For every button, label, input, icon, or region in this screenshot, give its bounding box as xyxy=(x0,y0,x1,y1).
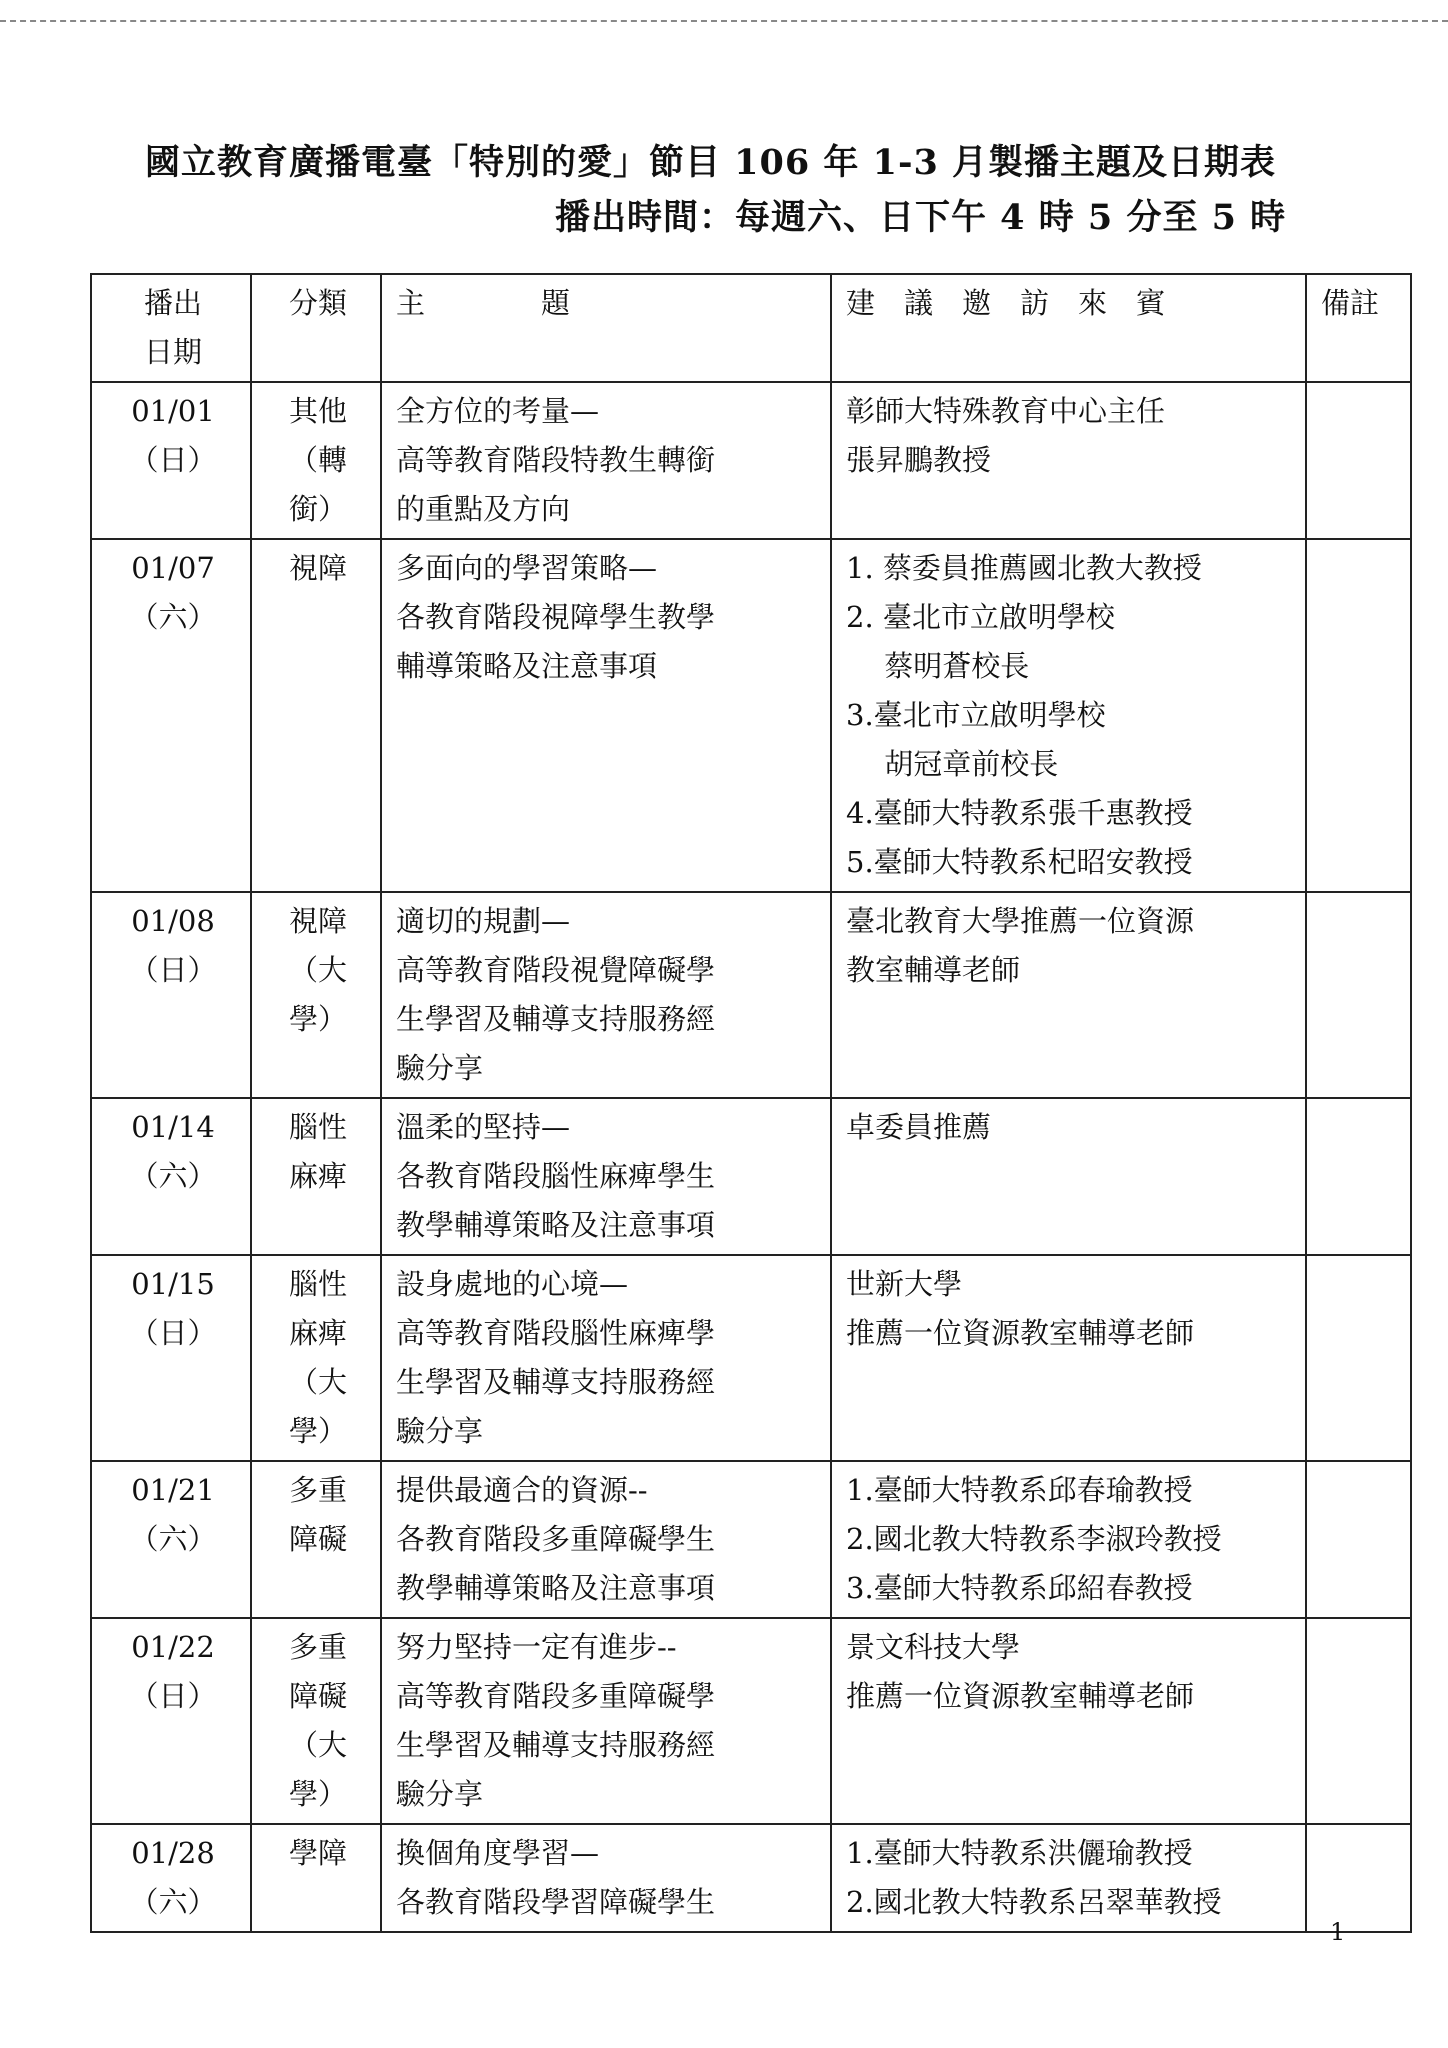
category-cell-line: 腦性 xyxy=(288,1267,347,1301)
topic-cell-line: 高等教育階段多重障礙學 xyxy=(396,1679,716,1713)
table-row xyxy=(91,1255,1411,1461)
notes-cell xyxy=(1306,1461,1411,1618)
guests-cell-line: 卓委員推薦 xyxy=(846,1110,992,1144)
category-cell-line: 其他 xyxy=(288,394,347,428)
date-cell xyxy=(91,1618,251,1824)
date-cell xyxy=(91,382,251,539)
guests-cell-line: 2.國北教大特教系李淑玲教授 xyxy=(846,1522,1222,1556)
category-cell-line: 多重 xyxy=(288,1630,347,1664)
date-cell-line: （六） xyxy=(129,1885,217,1919)
header-topic: 主 題 xyxy=(381,274,831,382)
topic-cell xyxy=(381,1824,831,1932)
guests-cell-line: 景文科技大學 xyxy=(846,1630,1021,1664)
notes-cell xyxy=(1306,539,1411,892)
table-row xyxy=(91,1461,1411,1618)
topic-cell-line: 適切的規劃— xyxy=(396,904,571,938)
category-cell xyxy=(251,1824,381,1932)
date-cell-line: （六） xyxy=(129,1522,217,1556)
category-cell-line: 銜） xyxy=(288,492,347,526)
date-cell-line: 01/21 xyxy=(131,1473,215,1507)
topic-cell-line: 各教育階段視障學生教學 xyxy=(396,600,716,634)
date-cell xyxy=(91,1255,251,1461)
topic-cell xyxy=(381,382,831,539)
topic-cell-line: 驗分享 xyxy=(396,1414,484,1448)
guests-cell-line: 1.臺師大特教系洪儷瑜教授 xyxy=(846,1836,1193,1870)
schedule-table xyxy=(90,273,1412,1933)
date-cell-line: 01/22 xyxy=(131,1630,215,1664)
topic-cell-line: 教學輔導策略及注意事項 xyxy=(396,1208,716,1242)
document-title: 國立教育廣播電臺「特別的愛」節目 106 年 1-3 月製播主題及日期表 xyxy=(145,142,1277,183)
date-cell-line: （日） xyxy=(129,1679,217,1713)
topic-cell-line: 設身處地的心境— xyxy=(396,1267,629,1301)
guests-cell-line: 3.臺北市立啟明學校 xyxy=(846,698,1106,732)
date-cell-line: 01/07 xyxy=(131,551,215,585)
category-cell-line: 學障 xyxy=(288,1836,347,1870)
category-cell-line: （大 xyxy=(288,1728,347,1762)
category-cell-line: （轉 xyxy=(288,443,347,477)
guests-cell xyxy=(831,1255,1306,1461)
table-header-row xyxy=(91,274,1411,382)
category-cell-line: （大 xyxy=(288,953,347,987)
category-cell-line: 障礙 xyxy=(288,1679,347,1713)
table-row xyxy=(91,892,1411,1098)
guests-cell-line: 1.臺師大特教系邱春瑜教授 xyxy=(846,1473,1193,1507)
category-cell xyxy=(251,1098,381,1255)
guests-cell-line: 張昇鵬教授 xyxy=(846,443,992,477)
topic-cell xyxy=(381,892,831,1098)
header-guests: 建 議 邀 訪 來 賓 xyxy=(831,274,1306,382)
guests-cell-line: 推薦一位資源教室輔導老師 xyxy=(846,1316,1195,1350)
category-cell xyxy=(251,382,381,539)
topic-cell-line: 溫柔的堅持— xyxy=(396,1110,571,1144)
header-date: 播出 日期 xyxy=(91,274,251,382)
notes-cell xyxy=(1306,1824,1411,1932)
header-category: 分類 xyxy=(251,274,381,382)
topic-cell-line: 努力堅持一定有進步-- xyxy=(396,1630,677,1664)
topic-cell-line: 驗分享 xyxy=(396,1051,484,1085)
topic-cell xyxy=(381,1618,831,1824)
notes-cell xyxy=(1306,892,1411,1098)
topic-cell-line: 高等教育階段腦性麻痺學 xyxy=(396,1316,716,1350)
guests-cell xyxy=(831,1824,1306,1932)
topic-cell xyxy=(381,539,831,892)
topic-cell xyxy=(381,1098,831,1255)
category-cell xyxy=(251,892,381,1098)
guests-cell-line: 蔡明蒼校長 xyxy=(846,649,1030,683)
category-cell-line: 視障 xyxy=(288,904,347,938)
category-cell-line: 腦性 xyxy=(288,1110,347,1144)
category-cell xyxy=(251,1618,381,1824)
topic-cell-line: 生學習及輔導支持服務經 xyxy=(396,1728,716,1762)
date-cell xyxy=(91,539,251,892)
guests-cell-line: 5.臺師大特教系杞昭安教授 xyxy=(846,845,1193,879)
topic-cell-line: 高等教育階段視覺障礙學 xyxy=(396,953,716,987)
category-cell-line: 學） xyxy=(288,1002,347,1036)
date-cell xyxy=(91,1098,251,1255)
guests-cell-line: 世新大學 xyxy=(846,1267,963,1301)
category-cell-line: 學） xyxy=(288,1777,347,1811)
broadcast-time-subtitle: 播出時間：每週六、日下午 4 時 5 分至 5 時 xyxy=(555,197,1287,238)
table-row xyxy=(91,1618,1411,1824)
guests-cell-line: 推薦一位資源教室輔導老師 xyxy=(846,1679,1195,1713)
table-row xyxy=(91,1098,1411,1255)
guests-cell-line: 4.臺師大特教系張千惠教授 xyxy=(846,796,1193,830)
topic-cell-line: 生學習及輔導支持服務經 xyxy=(396,1002,716,1036)
header-notes: 備註 xyxy=(1306,274,1411,382)
guests-cell xyxy=(831,539,1306,892)
topic-cell-line: 各教育階段學習障礙學生 xyxy=(396,1885,716,1919)
topic-cell-line: 生學習及輔導支持服務經 xyxy=(396,1365,716,1399)
topic-cell-line: 高等教育階段特教生轉銜 xyxy=(396,443,716,477)
guests-cell xyxy=(831,1618,1306,1824)
topic-cell-line: 全方位的考量— xyxy=(396,394,600,428)
notes-cell xyxy=(1306,1255,1411,1461)
date-cell-line: （日） xyxy=(129,443,217,477)
table-row xyxy=(91,1824,1411,1932)
category-cell-line: 視障 xyxy=(288,551,347,585)
topic-cell-line: 輔導策略及注意事項 xyxy=(396,649,658,683)
category-cell-line: 麻痺 xyxy=(288,1316,347,1350)
guests-cell-line: 教室輔導老師 xyxy=(846,953,1021,987)
notes-cell xyxy=(1306,382,1411,539)
category-cell xyxy=(251,1461,381,1618)
date-cell xyxy=(91,1824,251,1932)
topic-cell-line: 換個角度學習— xyxy=(396,1836,600,1870)
category-cell-line: 麻痺 xyxy=(288,1159,347,1193)
guests-cell xyxy=(831,382,1306,539)
topic-cell-line: 驗分享 xyxy=(396,1777,484,1811)
date-cell-line: 01/15 xyxy=(131,1267,215,1301)
topic-cell-line: 教學輔導策略及注意事項 xyxy=(396,1571,716,1605)
table-row xyxy=(91,539,1411,892)
date-cell-line: 01/28 xyxy=(131,1836,215,1870)
date-cell-line: （六） xyxy=(129,600,217,634)
date-cell xyxy=(91,1461,251,1618)
topic-cell xyxy=(381,1255,831,1461)
topic-cell-line: 各教育階段多重障礙學生 xyxy=(396,1522,716,1556)
category-cell-line: （大 xyxy=(288,1365,347,1399)
category-cell xyxy=(251,539,381,892)
category-cell xyxy=(251,1255,381,1461)
guests-cell xyxy=(831,1098,1306,1255)
notes-cell xyxy=(1306,1618,1411,1824)
date-cell-line: （日） xyxy=(129,953,217,987)
date-cell-line: （日） xyxy=(129,1316,217,1350)
page-number: 1 xyxy=(1330,1918,1346,1946)
guests-cell-line: 1. 蔡委員推薦國北教大教授 xyxy=(846,551,1202,585)
date-cell-line: 01/01 xyxy=(131,394,215,428)
topic-cell-line: 多面向的學習策略— xyxy=(396,551,658,585)
date-cell-line: （六） xyxy=(129,1159,217,1193)
guests-cell-line: 3.臺師大特教系邱紹春教授 xyxy=(846,1571,1193,1605)
topic-cell xyxy=(381,1461,831,1618)
guests-cell-line: 胡冠章前校長 xyxy=(846,747,1059,781)
table-row xyxy=(91,382,1411,539)
date-cell xyxy=(91,892,251,1098)
category-cell-line: 障礙 xyxy=(288,1522,347,1556)
category-cell-line: 學） xyxy=(288,1414,347,1448)
guests-cell xyxy=(831,1461,1306,1618)
guests-cell-line: 2.國北教大特教系呂翠華教授 xyxy=(846,1885,1222,1919)
guests-cell-line: 彰師大特殊教育中心主任 xyxy=(846,394,1166,428)
date-cell-line: 01/08 xyxy=(131,904,215,938)
topic-cell-line: 的重點及方向 xyxy=(396,492,571,526)
topic-cell-line: 各教育階段腦性麻痺學生 xyxy=(396,1159,716,1193)
topic-cell-line: 提供最適合的資源-- xyxy=(396,1473,648,1507)
notes-cell xyxy=(1306,1098,1411,1255)
guests-cell-line: 2. 臺北市立啟明學校 xyxy=(846,600,1115,634)
category-cell-line: 多重 xyxy=(288,1473,347,1507)
date-cell-line: 01/14 xyxy=(131,1110,215,1144)
scan-edge-line xyxy=(0,20,1448,22)
guests-cell xyxy=(831,892,1306,1098)
guests-cell-line: 臺北教育大學推薦一位資源 xyxy=(846,904,1195,938)
